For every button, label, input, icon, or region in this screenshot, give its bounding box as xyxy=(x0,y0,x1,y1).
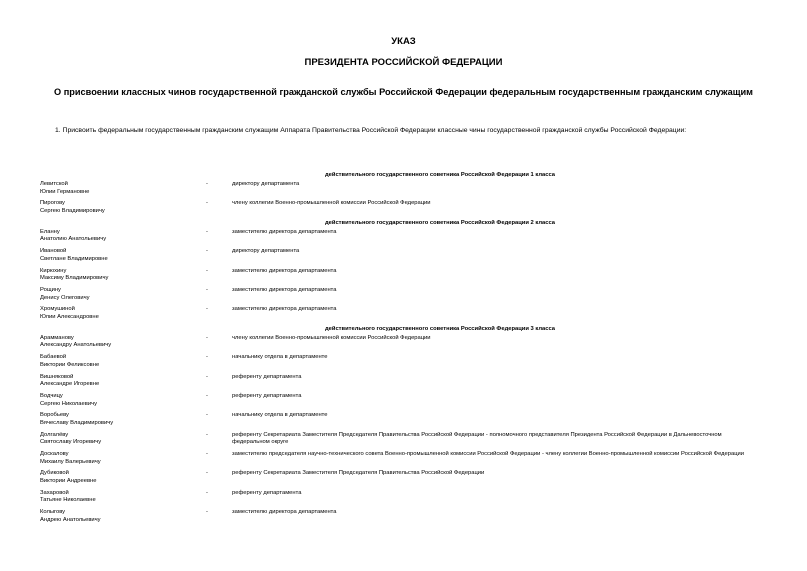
list-item xyxy=(40,489,760,508)
employee-position: референту Секретариата Заместителя Председателя Правительства Российской Федерации - полномочного представителя Президента Российской Федерации в Дальневосточном федеральном округе xyxy=(232,431,722,446)
list-item xyxy=(40,411,760,430)
dash-separator: - xyxy=(206,354,208,361)
employee-name xyxy=(40,354,200,369)
employee-name xyxy=(40,181,200,196)
employee-name xyxy=(40,287,200,302)
employee-surname: Дубиковой xyxy=(40,470,69,477)
employee-surname: Кирюхину xyxy=(40,267,67,274)
employee-name xyxy=(40,393,200,408)
employee-surname: Бабаевой xyxy=(40,354,67,361)
employee-surname: Левитской xyxy=(40,181,68,187)
dash-separator: - xyxy=(206,373,208,380)
dash-separator: - xyxy=(206,431,208,438)
dash-separator: - xyxy=(206,248,208,255)
employee-position: заместителю директора департамента xyxy=(232,306,337,313)
employee-given-name: Светлане Владимировне xyxy=(40,255,108,262)
employee-given-name: Денису Олеговичу xyxy=(40,294,90,301)
dash-separator: - xyxy=(206,286,208,293)
dash-separator: - xyxy=(206,451,208,458)
employee-name xyxy=(40,374,200,389)
list-item xyxy=(40,469,760,488)
employee-surname: Долгалёву xyxy=(40,431,69,438)
employee-given-name: Сергею Николаевичу xyxy=(40,400,97,407)
list-item xyxy=(40,228,760,247)
employee-position: референту Секретариата Заместителя Председателя Правительства Российской Федерации xyxy=(232,470,485,477)
employee-given-name: Юлии Германовне xyxy=(40,188,90,195)
employee-position: заместителю председателя научно-технического совета Военно-промышленной комиссии Российской Федерации - члену коллегии Военно-промышленной комиссии Российской Федерации xyxy=(232,451,745,458)
employee-given-name: Виктории Андреевне xyxy=(40,478,97,485)
employee-surname: Хромушиной xyxy=(40,306,75,313)
employee-surname: Доскалову xyxy=(40,451,69,458)
employee-surname: Арамманову xyxy=(40,334,74,341)
employee-name xyxy=(40,200,200,215)
employee-name xyxy=(40,335,200,350)
appointment-list xyxy=(40,171,760,528)
employee-given-name: Татьяне Николаевне xyxy=(40,497,96,504)
employee-position: члену коллегии Военно-промышленной комиссии Российской Федерации xyxy=(232,200,431,207)
dash-separator: - xyxy=(206,200,208,207)
list-item xyxy=(40,431,760,450)
employee-name xyxy=(40,412,200,427)
employee-surname: Водчицу xyxy=(40,392,63,399)
document-issuer: ПРЕЗИДЕНТА РОССИЙСКОЙ ФЕДЕРАЦИИ xyxy=(304,57,503,68)
document-title: УКАЗ xyxy=(391,36,416,47)
employee-given-name: Святославу Игоревичу xyxy=(40,439,102,446)
employee-position: заместителю директора департамента xyxy=(232,228,337,235)
employee-position: члену коллегии Военно-промышленной комиссии Российской Федерации xyxy=(232,334,431,341)
list-item xyxy=(40,353,760,372)
employee-surname: Еланну xyxy=(40,228,60,235)
list-item xyxy=(40,508,760,527)
employee-given-name: Максиму Владимировичу xyxy=(40,275,109,282)
dash-separator: - xyxy=(206,306,208,313)
employee-position: начальнику отдела в департаменте xyxy=(232,412,328,419)
employee-surname: Рощину xyxy=(40,286,61,293)
list-item xyxy=(40,450,760,469)
dash-separator: - xyxy=(206,181,208,187)
list-item xyxy=(40,334,760,353)
dash-separator: - xyxy=(206,509,208,516)
employee-given-name: Андрею Анатольевичу xyxy=(40,516,101,523)
employee-position: заместителю директора департамента xyxy=(232,267,337,274)
section-heading: действительного государственного советника Российской Федерации 3 класса xyxy=(324,325,556,332)
employee-given-name: Александре Игоревне xyxy=(40,381,100,388)
employee-name xyxy=(40,509,200,524)
intro-paragraph: 1. Присвоить федеральным государственным гражданским служащим Аппарата Правительства Российской Федерации классные чины государственной гражданской службы Российской Федерации: xyxy=(55,127,687,134)
employee-surname: Колыгову xyxy=(40,509,66,516)
employee-surname: Вишняковой xyxy=(40,373,74,380)
employee-given-name: Михаилу Валерьевичу xyxy=(40,458,101,465)
dash-separator: - xyxy=(206,412,208,419)
employee-name xyxy=(40,490,200,505)
employee-name xyxy=(40,306,200,321)
section-heading: действительного государственного советника Российской Федерации 1 класса xyxy=(324,172,556,178)
employee-position: директору департамента xyxy=(232,248,300,255)
list-item xyxy=(40,305,760,324)
employee-name xyxy=(40,268,200,283)
employee-given-name: Юлии Александровне xyxy=(40,313,99,320)
list-item xyxy=(40,267,760,286)
employee-surname: Захаровой xyxy=(40,489,69,496)
employee-given-name: Анатолию Анатольевичу xyxy=(40,236,107,243)
employee-position: заместителю директора департамента xyxy=(232,509,337,516)
document-subject: О присвоении классных чинов государственной гражданской службы Российской Федерации федеральным государственным гражданским служащим xyxy=(54,87,753,97)
dash-separator: - xyxy=(206,267,208,274)
dash-separator: - xyxy=(206,489,208,496)
employee-position: референту департамента xyxy=(232,392,302,399)
employee-name xyxy=(40,229,200,244)
employee-surname: Пирогову xyxy=(40,200,65,207)
list-item xyxy=(40,286,760,305)
list-item xyxy=(40,247,760,266)
employee-given-name: Сергею Владимировичу xyxy=(40,207,105,214)
employee-position: начальнику отдела в департаменте xyxy=(232,354,328,361)
employee-given-name: Виктории Феликсовне xyxy=(40,361,100,368)
employee-surname: Воробьеву xyxy=(40,412,69,419)
employee-name xyxy=(40,451,200,466)
list-item xyxy=(40,392,760,411)
section-heading: действительного государственного советника Российской Федерации 2 класса xyxy=(324,219,556,226)
employee-name xyxy=(40,470,200,485)
list-item xyxy=(40,373,760,392)
employee-given-name: Вячеславу Владимировичу xyxy=(40,419,114,426)
employee-name xyxy=(40,432,200,447)
employee-position: референту департамента xyxy=(232,373,302,380)
dash-separator: - xyxy=(206,470,208,477)
dash-separator: - xyxy=(206,392,208,399)
dash-separator: - xyxy=(206,334,208,341)
dash-separator: - xyxy=(206,228,208,235)
employee-position: референту департамента xyxy=(232,489,302,496)
employee-position: заместителю директора департамента xyxy=(232,286,337,293)
list-item xyxy=(40,199,760,218)
employee-given-name: Александру Анатольевичу xyxy=(40,342,112,349)
employee-name xyxy=(40,248,200,263)
employee-surname: Ивановой xyxy=(40,248,67,255)
list-item xyxy=(40,180,760,199)
employee-position: директору департамента xyxy=(232,181,300,187)
